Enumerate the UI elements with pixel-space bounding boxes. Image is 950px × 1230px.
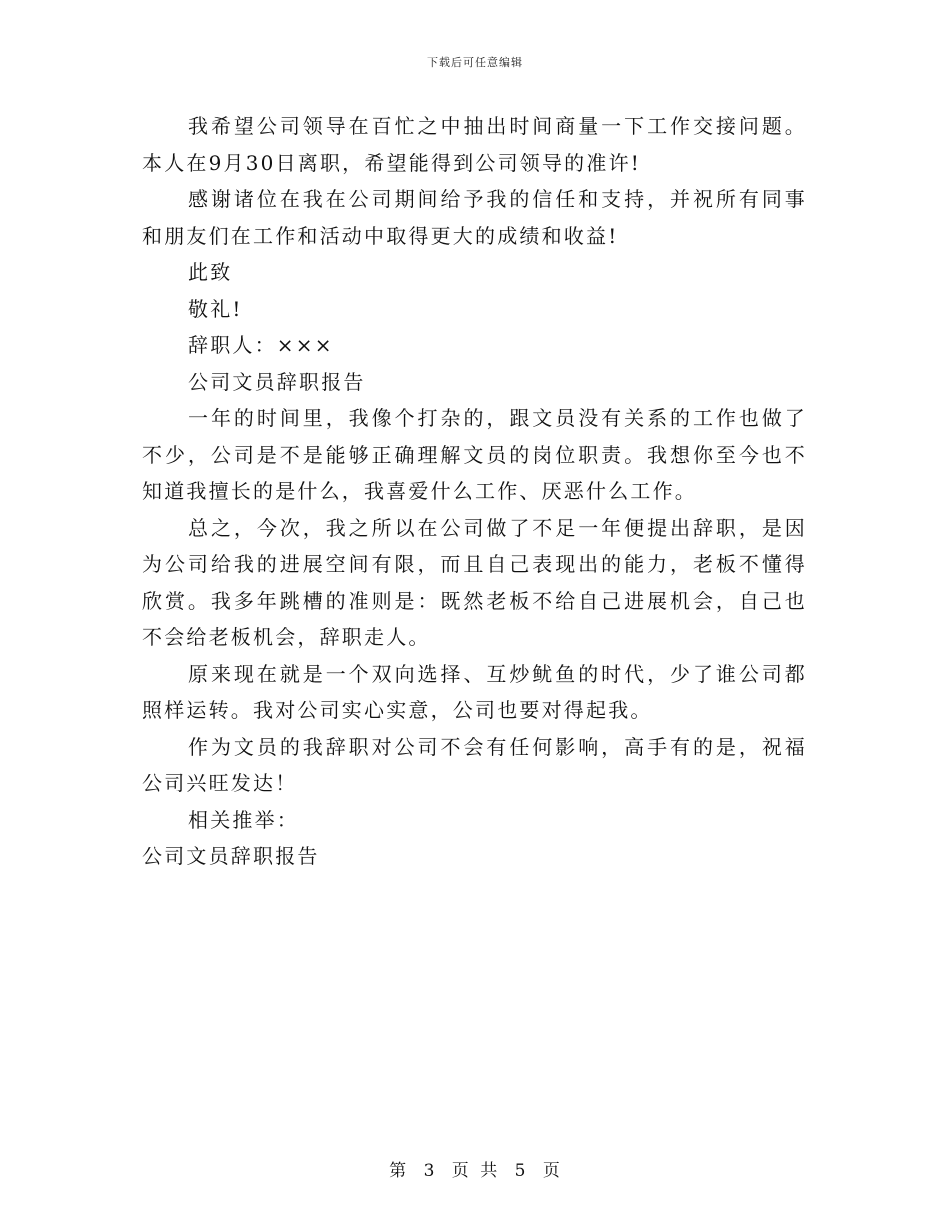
footer-total-pages: 5 [514,1161,527,1181]
paragraph-mutual-choice: 原来现在就是一个双向选择、互炒鱿鱼的时代，少了谁公司都照样运转。我对公司实心实意，公司也要对得起我。 [142,661,807,722]
related-link[interactable]: 公司文员辞职报告 [142,844,320,868]
paragraph-wishes: 作为文员的我辞职对公司不会有任何影响，高手有的是，祝福公司兴旺发达！ [142,734,807,795]
footer-suffix: 页 [542,1161,561,1181]
closing-regards: 敬礼! [188,296,243,321]
section-title: 公司文员辞职报告 [188,369,366,394]
paragraph-handover-request: 我希望公司领导在百忙之中抽出时间商量一下工作交接问题。本人在9月30日离职，希望能得到公司领导的准许! [142,114,807,175]
footer-current-page: 3 [423,1161,436,1181]
paragraph-thanks: 感谢诸位在我在公司期间给予我的信任和支持，并祝所有同事和朋友们在工作和活动中取得更大的成绩和收益! [142,187,807,248]
page-header: 下载后可任意编辑 [427,56,523,69]
related-recommendations-label: 相关推举： [188,807,299,832]
page-footer [0,1156,950,1181]
signature-line: 辞职人：××× [188,333,334,357]
closing-salutation: 此致 [188,260,233,284]
document-body [142,108,807,875]
footer-prefix: 第 [389,1161,408,1181]
paragraph-reason: 总之，今次，我之所以在公司做了不足一年便提出辞职，是因为公司给我的进展空间有限，而且自己表现出的能力，老板不懂得欣赏。我多年跳槽的准则是：既然老板不给自己进展机会，自己也不会给老板机会，辞职走人。 [142,515,807,649]
paragraph-one-year: 一年的时间里，我像个打杂的，跟文员没有关系的工作也做了不少，公司是不是能够正确理解文员的岗位职责。我想你至今也不知道我擅长的是什么，我喜爱什么工作、厌恶什么工作。 [142,406,807,503]
footer-middle: 页 共 [451,1161,499,1181]
